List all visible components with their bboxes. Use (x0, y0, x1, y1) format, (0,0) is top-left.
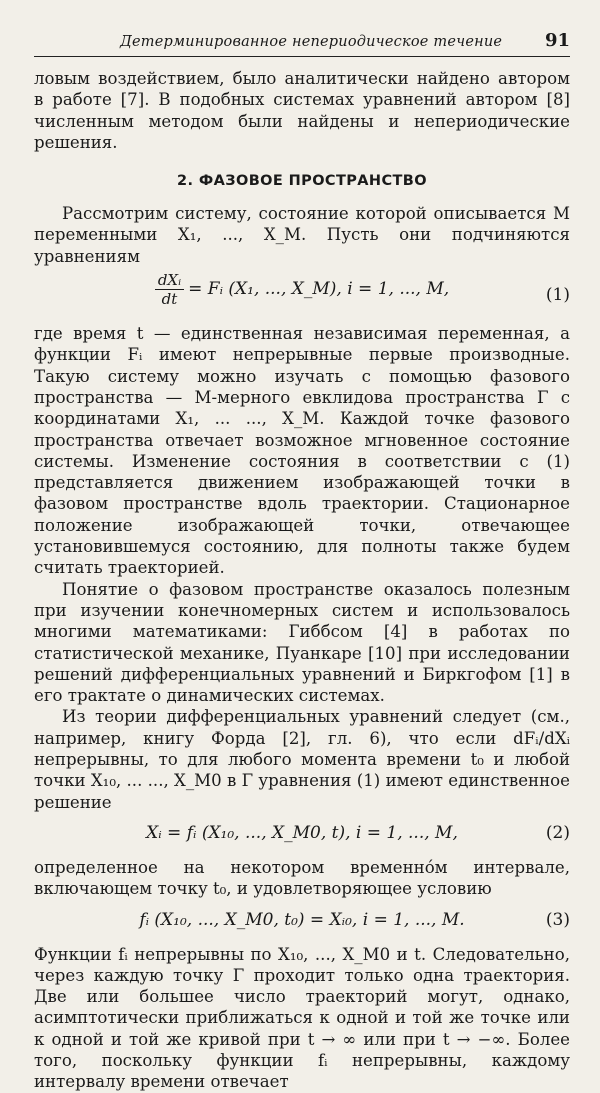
running-head (34, 28, 570, 57)
page-body (34, 68, 570, 1093)
paragraph-continued: ловым воздействием, было аналитически найдено автором в работе [7]. В подобных системах уравнений автором [8] численным методом были найдены и непериодические решения. (34, 69, 570, 152)
paragraph-1: Рассмотрим систему, состояние которой описывается M переменными X₁, ..., X_M. Пусть они подчиняются уравнениям (34, 204, 570, 266)
equation-1-numerator: dXᵢ (155, 271, 184, 290)
equation-1-fraction (155, 271, 184, 308)
equation-1-number: (1) (545, 285, 570, 306)
equation-2-number: (2) (545, 822, 570, 843)
running-title: Детерминированное непериодическое течение (120, 34, 503, 50)
paragraph-3: Понятие о фазовом пространстве оказалось полезным при изучении конечномерных систем и использовалось многими математиками: Гиббсом [4] в работах по статистической механике, Пуанкаре [10] при исследовании решений дифференциальных уравнений и Биркгофом [1] в его трактате о динамических системах. (34, 579, 570, 706)
equation-2 (34, 813, 570, 857)
paragraph-5: определенное на некотором временно́м интервале, включающем точку t₀, и удовлетворяющее условию (34, 857, 570, 899)
page-number: 91 (544, 30, 570, 51)
equation-3-expression: fᵢ (X₁₀, ..., X_M0, t₀) = Xᵢ₀, i = 1, ..., M. (139, 909, 465, 930)
paragraph-6: Функции fᵢ непрерывны по X₁₀, ..., X_M0 и t. Следовательно, через каждую точку Γ проходит только одна траектория. Две или большее число траекторий могут, однако, асимптотически приближаться к одной и той же точке или к одной и той же кривой при t → ∞ или при t → −∞. Более того, поскольку функции fᵢ непрерывны, каждому интервалу времени отвечает (34, 944, 570, 1092)
section-title: 2. ФАЗОВОЕ ПРОСТРАНСТВО (177, 173, 427, 190)
equation-1 (34, 267, 570, 323)
equation-3-number: (3) (545, 909, 570, 930)
equation-2-expression: Xᵢ = fᵢ (X₁₀, ..., X_M0, t), i = 1, ..., M, (146, 822, 458, 843)
paragraph-4: Из теории дифференциальных уравнений следует (см., например, книгу Форда [2], гл. 6), что если dFᵢ/dXᵢ непрерывны, то для любого момента времени t₀ и любой точки X₁₀, ... ..., X_M0 в Γ уравнения (1) имеют единственное решение (34, 707, 570, 812)
equation-1-denominator: dt (161, 290, 178, 309)
equation-1-rhs: = Fᵢ (X₁, ..., X_M), i = 1, ..., M, (188, 279, 450, 300)
paragraph-2: где время t — единственная независимая переменная, а функции Fᵢ имеют непрерывные первые производные. Такую систему можно изучать с помощью фазового пространства — M-мерного евклидова пространства Γ с координатами X₁, ... ..., X_M. Каждой точке фазового пространства отвечает возможное мгновенное состояние системы. Изменение состояния в соответствии с (1) представляется движением изображающей точки в фазовом пространстве вдоль траектории. Стационарное положение изображающей точки, отвечающее установившемуся состоянию, для полноты также будем считать траекторией. (34, 324, 570, 578)
equation-3 (34, 900, 570, 944)
